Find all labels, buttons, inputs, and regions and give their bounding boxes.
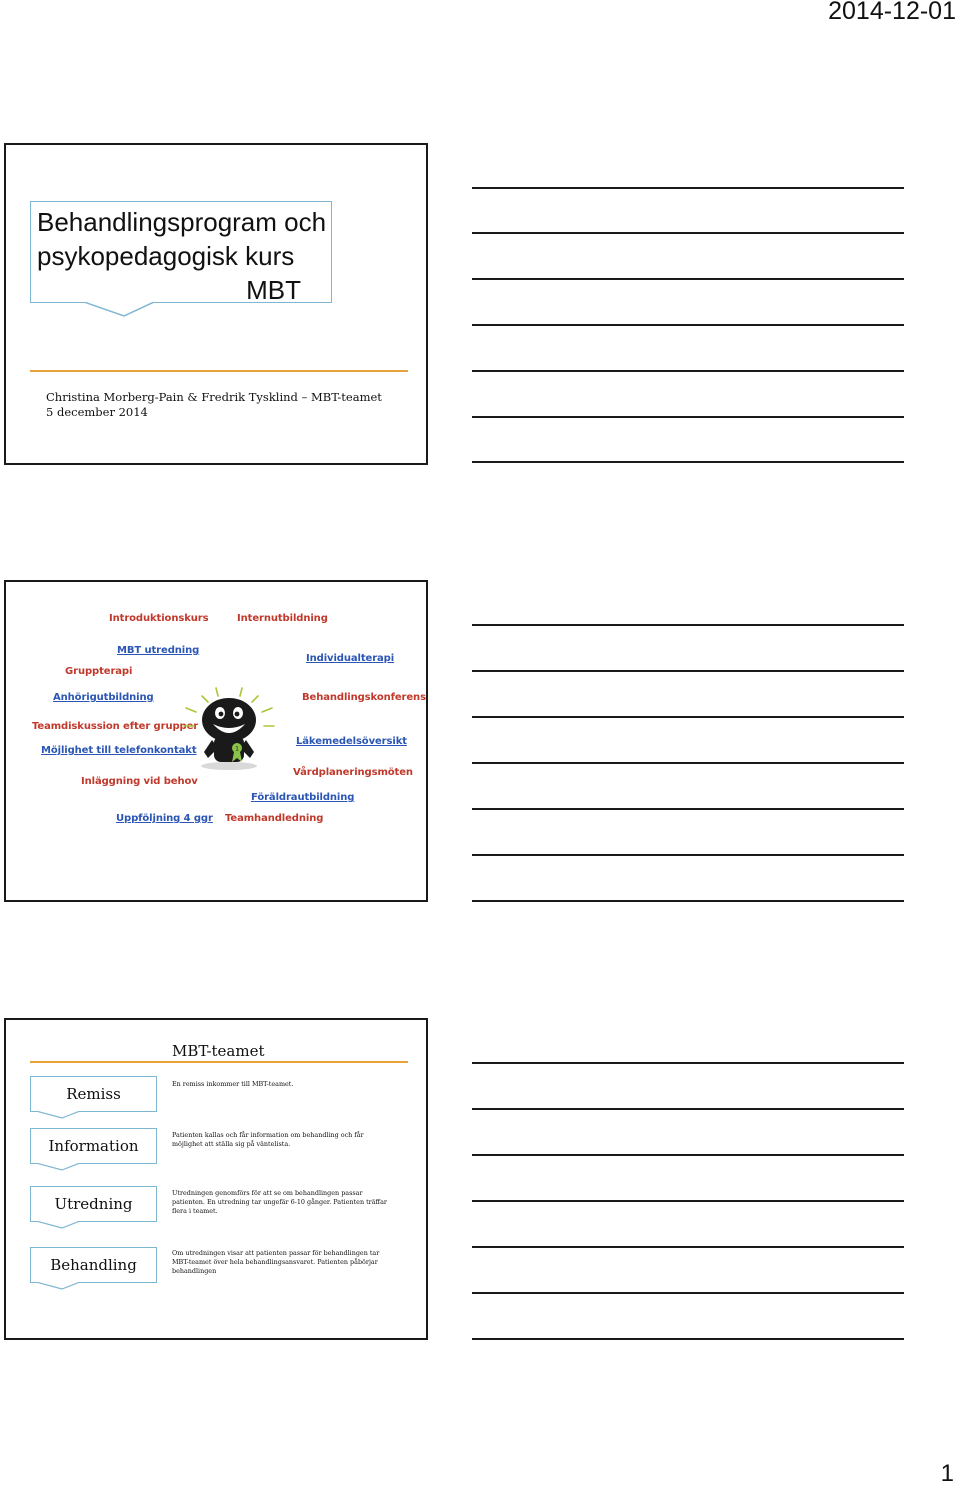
slide-3-title: MBT-teamet — [172, 1042, 265, 1060]
keyword-teamdiskussion: Teamdiskussion efter grupper — [32, 721, 199, 732]
slide-1-date: 5 december 2014 — [46, 405, 148, 419]
note-line — [472, 716, 904, 718]
keyword-foraldrautbildning: Föräldrautbildning — [251, 792, 355, 803]
mascot-badge: 1 — [235, 745, 239, 753]
note-line — [472, 762, 904, 764]
step-pointer — [36, 1111, 80, 1119]
keyword-inlaggning: Inläggning vid behov — [81, 776, 198, 787]
note-line — [472, 900, 904, 902]
keyword-teamhandledning: Teamhandledning — [225, 813, 324, 824]
note-line — [472, 670, 904, 672]
note-line — [472, 187, 904, 189]
step-desc-information: Patienten kallas och får information om behandling och får möjlighet att ställa sig på väntelista. — [172, 1131, 364, 1148]
slide-2 — [4, 580, 428, 902]
note-line — [472, 1292, 904, 1294]
keyword-telefonkontakt: Möjlighet till telefonkontakt — [41, 745, 197, 756]
keyword-lakemedelsoversikt: Läkemedelsöversikt — [296, 736, 407, 747]
slide-1-title-line-2: psykopedagogisk kurs — [37, 241, 295, 271]
slide-1-title-line-3: MBT — [246, 275, 301, 305]
step-desc-behandling: Om utredningen visar att patienten passar för behandlingen tar MBT-teamet över hela behandlingsansvaret. Patienten påbörjar behandlingen — [172, 1249, 380, 1275]
note-line — [472, 416, 904, 418]
keyword-gruppterapi: Gruppterapi — [65, 666, 133, 677]
step-desc-utredning: Utredningen genomförs för att se om behandlingen passar patienten. En utredning tar ungefär 6-10 gånger. Patienten träffar flera i teamet. — [172, 1189, 387, 1215]
note-line — [472, 624, 904, 626]
keyword-introduktionskurs: Introduktionskurs — [109, 613, 209, 624]
note-line — [472, 854, 904, 856]
slide-3-title-rule — [30, 1061, 408, 1063]
note-line — [472, 1062, 904, 1064]
mascot-icon — [182, 686, 276, 772]
keyword-anhorigutbildning: Anhörigutbildning — [53, 692, 154, 703]
note-line — [472, 1246, 904, 1248]
title-box-pointer — [84, 302, 154, 318]
step-pointer — [36, 1221, 80, 1229]
note-line — [472, 1338, 904, 1340]
step-box-information: Information — [30, 1128, 157, 1164]
keyword-uppfoljning: Uppföljning 4 ggr — [116, 813, 213, 824]
step-pointer — [36, 1163, 80, 1171]
title-rule — [30, 370, 408, 372]
slide-1-authors: Christina Morberg-Pain & Fredrik Tysklind – MBT-teamet — [46, 390, 382, 404]
note-line — [472, 1200, 904, 1202]
note-line — [472, 1154, 904, 1156]
note-line — [472, 278, 904, 280]
note-line — [472, 1108, 904, 1110]
note-line — [472, 324, 904, 326]
note-line — [472, 370, 904, 372]
page-number: 1 — [940, 1460, 954, 1487]
keyword-internutbildning: Internutbildning — [237, 613, 328, 624]
step-box-behandling: Behandling — [30, 1247, 157, 1283]
note-line — [472, 808, 904, 810]
step-box-remiss: Remiss — [30, 1076, 157, 1112]
note-line — [472, 232, 904, 234]
slide-1-title-box — [30, 201, 332, 303]
step-pointer — [36, 1282, 80, 1290]
note-line — [472, 461, 904, 463]
step-desc-remiss: En remiss inkommer till MBT-teamet. — [172, 1080, 294, 1088]
slide-3 — [4, 1018, 428, 1340]
step-box-utredning: Utredning — [30, 1186, 157, 1222]
keyword-mbt-utredning: MBT utredning — [117, 645, 200, 656]
keyword-behandlingskonferens: Behandlingskonferens — [302, 692, 426, 703]
keyword-individualterapi: Individualterapi — [306, 653, 395, 664]
header-date: 2014-12-01 — [828, 0, 956, 25]
slide-1-subtitle — [46, 390, 382, 420]
keyword-vardplaneringsmoten: Vårdplaneringsmöten — [293, 767, 413, 778]
slide-1 — [4, 143, 428, 465]
slide-1-title-line-1: Behandlingsprogram och — [37, 207, 327, 237]
